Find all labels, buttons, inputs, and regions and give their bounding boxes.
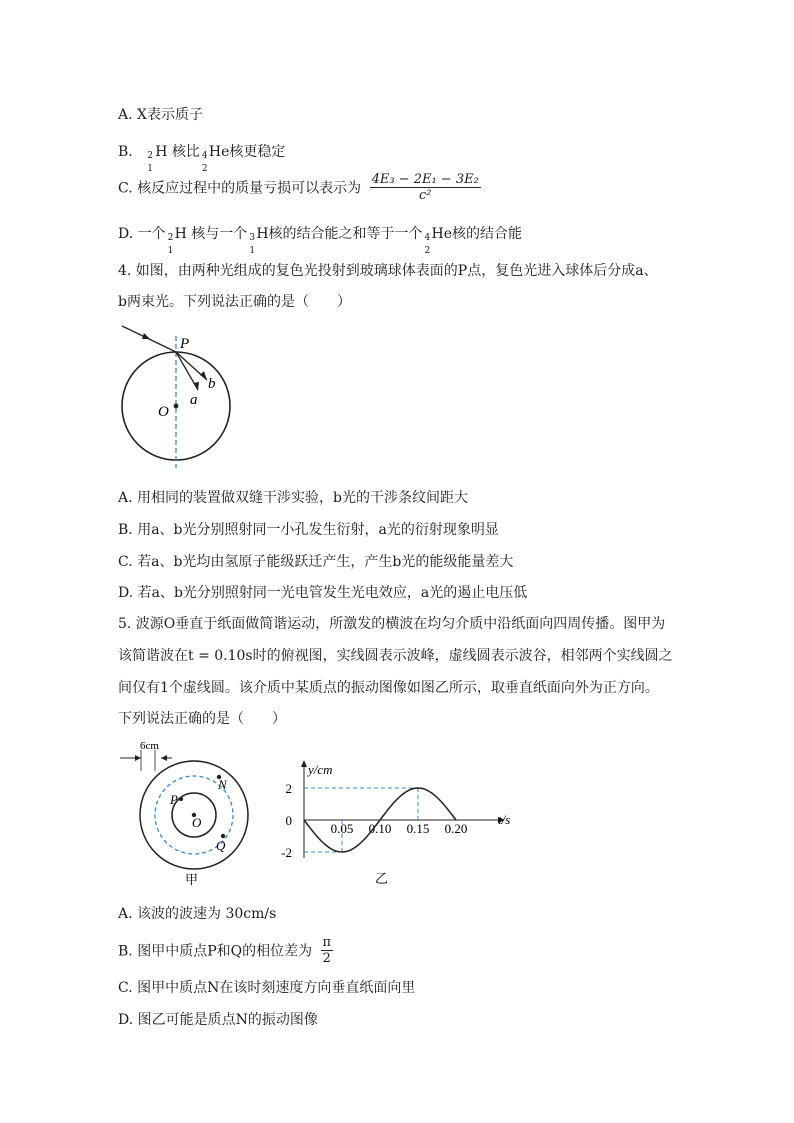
figure-caption-yi: 乙	[375, 871, 389, 886]
q3-option-d-mid1: H 核与一个	[174, 226, 248, 242]
dimension-arrow-right-icon	[135, 755, 141, 761]
fraction-denominator: 2	[322, 951, 331, 966]
q3-option-d	[118, 223, 523, 256]
q5-figure-jia	[116, 736, 276, 891]
isotope-mass: 2	[167, 233, 174, 243]
isotope-mass: 4	[201, 151, 208, 161]
label-P: P	[180, 336, 190, 352]
x-tick-label: 0.20	[444, 821, 468, 836]
q5-stem-line4: 下列说法正确的是（ ）	[118, 711, 286, 727]
x-tick-label: 0.05	[330, 821, 354, 836]
fraction-numerator: π	[322, 935, 332, 950]
isotope-charge: 2	[201, 164, 208, 174]
q5-stem-line2: 该简谐波在t = 0.10s时的俯视图，实线圆表示波峰，虚线圆表示波谷，相邻两个实线圆之	[118, 648, 673, 664]
q3-option-d-end: He核的结合能	[431, 226, 523, 242]
isotope-charge: 2	[424, 246, 431, 256]
q5-option-d: D. 图乙可能是质点N的振动图像	[118, 1012, 318, 1028]
center-point	[174, 404, 179, 409]
x-tick-label: 0.10	[368, 821, 392, 836]
isotope-charge: 1	[167, 246, 174, 256]
formula-numerator: 4E₃ − 2E₁ − 3E₂	[371, 172, 479, 187]
dimension-arrow-left-icon	[161, 755, 167, 761]
label-P: P	[170, 792, 178, 807]
isotope-mass: 4	[424, 233, 431, 243]
phase-difference-fraction	[321, 935, 334, 966]
label-Q: Q	[216, 838, 226, 853]
q4-stem-line1: 4. 如图，由两种光组成的复色光投射到玻璃球体表面的P点，复色光进入球体后分成a、	[118, 263, 658, 279]
q3-option-d-prefix: D. 一个	[118, 226, 166, 242]
incident-arrow-icon	[142, 333, 150, 339]
q3-option-c-text: C. 核反应过程中的质量亏损可以表示为	[118, 180, 362, 197]
label-a: a	[190, 392, 198, 408]
y-axis-arrow-icon	[301, 760, 307, 767]
label-O: O	[158, 404, 169, 420]
point-P	[179, 797, 183, 801]
ray-a-arrow-icon	[193, 382, 199, 390]
dimension-label: 6cm	[140, 740, 159, 752]
q3-option-b	[118, 141, 286, 174]
label-N: N	[218, 777, 227, 792]
ray-b-arrow-icon	[200, 371, 207, 380]
q5-option-c: C. 图甲中质点N在该时刻速度方向垂直纸面向里	[118, 980, 416, 996]
isotope-charge: 1	[147, 164, 153, 174]
formula-denominator: c²	[418, 188, 432, 203]
q4-option-c: C. 若a、b光均由氢原子能级跃迁产生，产生b光的能级能量差大	[118, 554, 514, 570]
isotope-charge: 1	[249, 246, 256, 256]
q3-option-b-text: H 核比	[155, 144, 200, 160]
x-axis-label: t/s	[498, 812, 511, 827]
label-b: b	[208, 376, 216, 392]
q4-option-b: B. 用a、b光分别照射同一小孔发生衍射，a光的衍射现象明显	[118, 522, 499, 538]
q5-stem-line3: 间仅有1个虚线圆。该介质中某质点的振动图像如图乙所示，取垂直纸面向外为正方向。	[118, 680, 659, 696]
q5-option-b-text: B. 图甲中质点P和Q的相位差为	[118, 943, 313, 960]
q3-option-b-prefix: B.	[118, 144, 133, 160]
q5-option-b	[118, 935, 333, 966]
q5-figure-yi-vibration-graph	[280, 756, 520, 891]
isotope-mass: 3	[249, 233, 256, 243]
q3-option-c	[118, 172, 481, 203]
q4-option-a: A. 用相同的装置做双缝干涉实验，b光的干涉条纹间距大	[118, 490, 468, 506]
q5-stem-line1: 5. 波源O垂直于纸面做简谐运动，所激发的横波在均匀介质中沿纸面向四周传播。图甲为	[118, 616, 666, 632]
mass-defect-formula	[370, 172, 481, 203]
q3-option-b-text2: He核更稳定	[208, 144, 286, 160]
q5-option-a: A. 该波的波速为 30cm/s	[118, 906, 277, 922]
y-tick-label: -2	[281, 845, 292, 860]
label-O: O	[192, 815, 202, 830]
q4-option-d: D. 若a、b光分别照射同一光电管发生光电效应，a光的遏止电压低	[118, 585, 528, 601]
y-tick-label: 2	[285, 781, 292, 796]
q4-glass-sphere-figure	[110, 318, 260, 478]
q3-option-d-mid2: H核的结合能之和等于一个	[256, 226, 423, 242]
x-tick-label: 0.15	[406, 821, 430, 836]
q3-option-a: A. X表示质子	[118, 107, 203, 123]
q4-stem-line2: b两束光。下列说法正确的是（ ）	[118, 294, 351, 310]
figure-caption-jia: 甲	[185, 872, 199, 887]
y-tick-label: 0	[285, 813, 292, 828]
isotope-mass: 2	[147, 151, 153, 161]
y-axis-label: y/cm	[308, 762, 333, 777]
